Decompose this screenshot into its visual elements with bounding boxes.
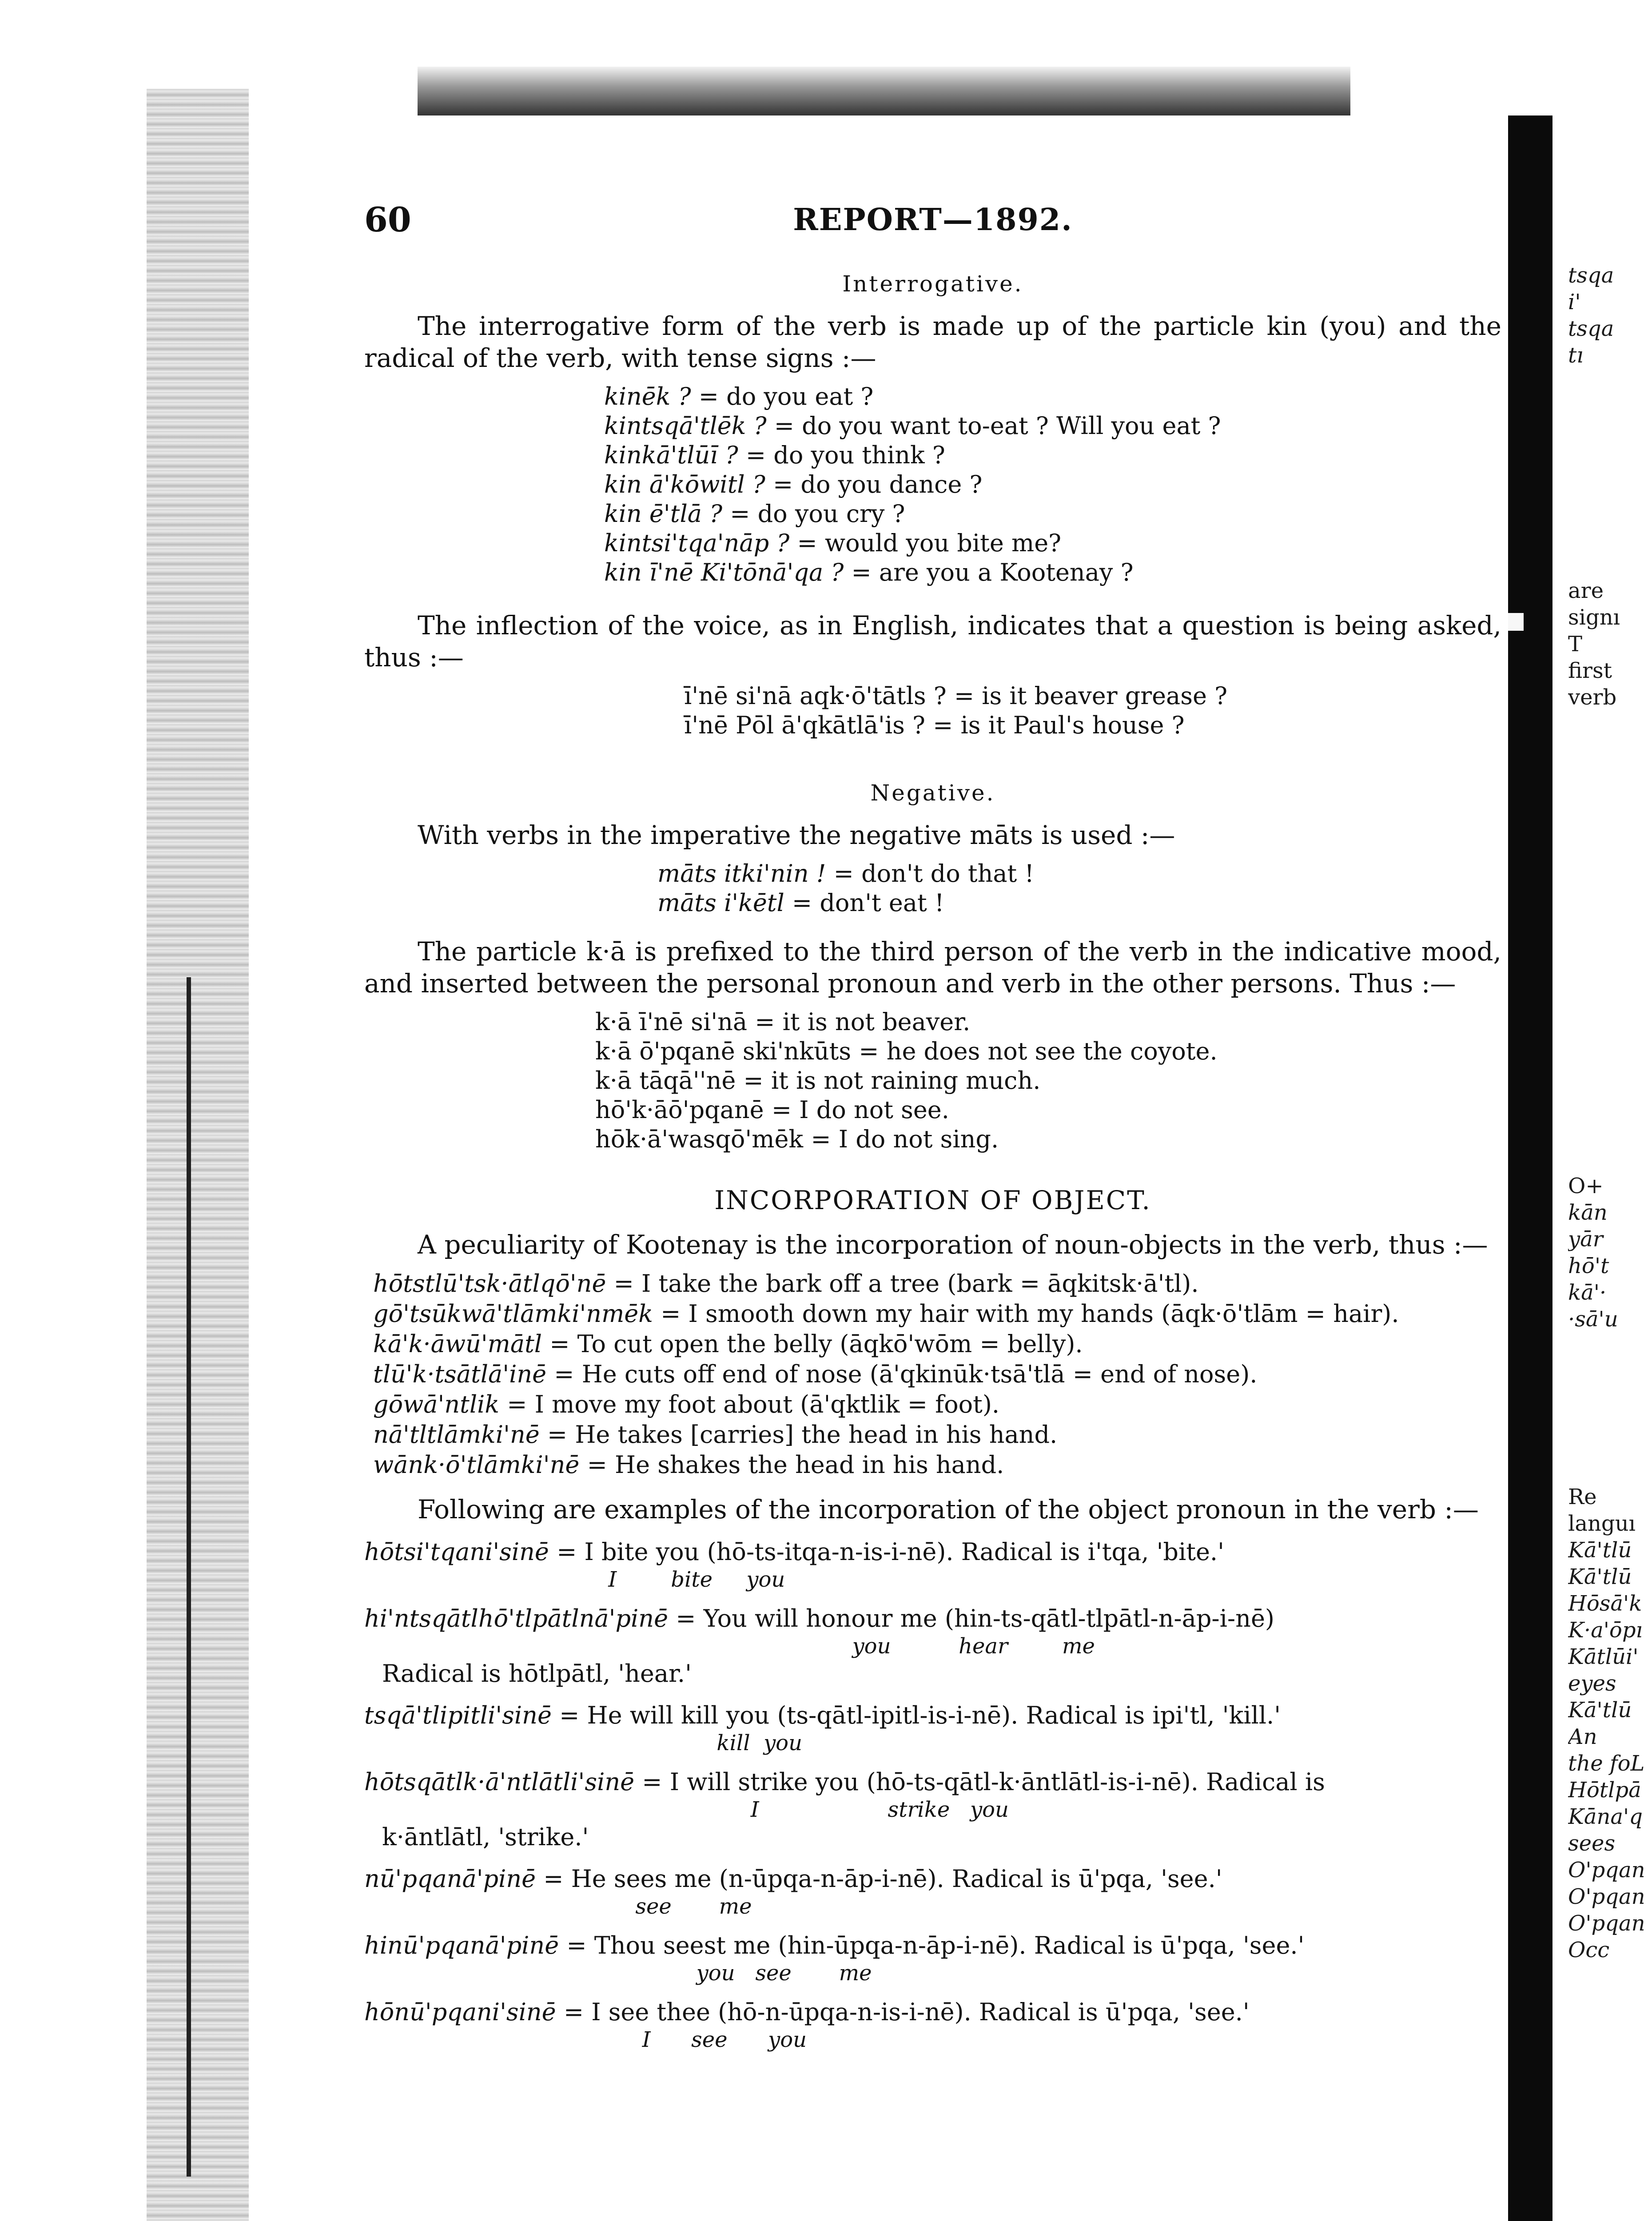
translation: = is it Paul's house ? — [933, 711, 1185, 739]
native-term: k·ā tāqā''nē — [595, 1067, 736, 1095]
translation: = I move my foot about (ā'qktlik = foot). — [507, 1390, 1000, 1418]
scan-left-gutter — [147, 89, 249, 2221]
native-term: gō'tsūkwā'tlāmki'nmēk — [373, 1300, 653, 1328]
native-term: kā'k·āwū'mātl — [373, 1330, 542, 1358]
pronoun-example — [364, 1930, 1501, 1986]
example-list-pronoun — [364, 1537, 1501, 2052]
example-line — [604, 382, 1501, 411]
example-line — [364, 1864, 1501, 1894]
margin-fragment: T — [1568, 632, 1583, 657]
native-term: hō'k·āō'pqanē — [595, 1096, 764, 1124]
margin-fragment: Re — [1568, 1485, 1597, 1509]
native-term: kintsi'tqa'nāp ? — [604, 529, 790, 557]
example-line — [595, 1095, 1501, 1125]
translation: = Thou seest me (hin-ūpqa-n-āp-i-nē). Radical is ū'pqa, 'see.' — [566, 1931, 1305, 1959]
interlinear-gloss: I see you — [364, 2027, 807, 2052]
scan-binding-bar — [1508, 115, 1552, 2221]
example-line — [373, 1269, 1501, 1299]
example-line — [373, 1359, 1501, 1389]
radical-note: Radical is hōtlpātl, 'hear.' — [382, 1660, 692, 1688]
margin-fragment: O'pqan — [1568, 1858, 1645, 1883]
right-margin-fragments-bottom — [1568, 1484, 1652, 1963]
translation: = I do not see. — [771, 1096, 949, 1124]
native-term: hōtstlū'tsk·ātlqō'nē — [373, 1270, 606, 1298]
translation: = I see thee (hō-n-ūpqa-n-is-i-nē). Radical is ū'pqa, 'see.' — [563, 1998, 1250, 2026]
example-line — [595, 1066, 1501, 1095]
example-line — [604, 411, 1501, 441]
margin-fragment: Kātlūi' — [1568, 1644, 1639, 1669]
margin-fragment: Kā'tlū — [1568, 1538, 1632, 1563]
example-line — [364, 1537, 1501, 1567]
native-term: kin ā'kōwitl ? — [604, 470, 765, 498]
margin-fragment: Hōtlpā — [1568, 1778, 1641, 1803]
pronoun-example — [364, 1604, 1501, 1689]
margin-fragment: tsqa — [1568, 263, 1614, 288]
translation: = He will kill you (ts-qātl-ipitl-is-i-nē). Radical is ipi'tl, 'kill.' — [559, 1701, 1281, 1729]
section-heading-negative: Negative. — [870, 780, 995, 806]
translation: = I do not sing. — [811, 1125, 999, 1153]
margin-fragment: kā'· — [1568, 1280, 1607, 1305]
example-list-interrogative — [604, 382, 1501, 587]
native-term: hōnū'pqani'sinē — [364, 1998, 556, 2026]
right-margin-fragments-low — [1568, 1173, 1652, 1333]
interlinear-gloss: I strike you — [364, 1797, 1009, 1822]
margin-fragment: O'pqan — [1568, 1911, 1645, 1936]
paragraph-interrogative-intro: The interrogative form of the verb is made up of the particle kin (you) and the radical of the verb, with tense signs :— — [364, 311, 1501, 373]
native-term: ī'nē Pōl ā'qkātlā'is ? — [684, 711, 925, 739]
native-term: hōtsqātlk·ā'ntlātli'sinē — [364, 1768, 635, 1796]
example-line — [684, 711, 1501, 740]
example-line — [364, 1604, 1501, 1634]
margin-fragment: yār — [1568, 1227, 1603, 1252]
translation: = do you eat ? — [698, 382, 874, 410]
native-term: hi'ntsqātlhō'tlpātlnā'pinē — [364, 1604, 669, 1632]
native-term: nā'tltlāmki'nē — [373, 1421, 540, 1449]
header-title: REPORT—1892. — [793, 202, 1073, 238]
interlinear-gloss: you see me — [364, 1961, 872, 1986]
margin-fragment: sees — [1568, 1831, 1616, 1856]
scan-spine-line — [187, 977, 191, 2177]
native-term: māts itki'nin ! — [657, 860, 826, 888]
radical-note: k·āntlātl, 'strike.' — [382, 1823, 589, 1851]
margin-fragment: hō't — [1568, 1254, 1609, 1278]
interlinear-gloss: see me — [364, 1894, 752, 1919]
translation: = would you bite me? — [797, 529, 1062, 557]
example-line — [373, 1450, 1501, 1480]
right-margin-fragments-mid — [1568, 577, 1652, 711]
native-term: ī'nē si'nā aqk·ō'tātls ? — [684, 682, 947, 710]
translation: = he does not see the coyote. — [859, 1037, 1218, 1065]
example-line — [373, 1299, 1501, 1329]
page-number: 60 — [364, 200, 411, 239]
native-term: k·ā ī'nē si'nā — [595, 1008, 748, 1036]
translation: = I bite you (hō-ts-itqa-n-is-i-nē). Radical is i'tqa, 'bite.' — [557, 1538, 1224, 1566]
native-term: gōwā'ntlik — [373, 1390, 500, 1418]
margin-fragment: Kā'tlū — [1568, 1564, 1632, 1589]
example-line — [364, 1767, 1501, 1797]
native-term: kinkā'tlūī ? — [604, 441, 738, 469]
example-line — [373, 1389, 1501, 1420]
margin-fragment: O+ — [1568, 1174, 1604, 1198]
example-line — [373, 1420, 1501, 1450]
native-term: wānk·ō'tlāmki'nē — [373, 1451, 580, 1479]
translation: = do you think ? — [745, 441, 945, 469]
translation: = He shakes the head in his hand. — [587, 1451, 1004, 1479]
example-line — [364, 1930, 1501, 1961]
margin-fragment: are — [1568, 578, 1604, 603]
margin-fragment: languı — [1568, 1511, 1636, 1536]
margin-fragment: tı — [1568, 343, 1584, 368]
native-term: hōk·ā'wasqō'mēk — [595, 1125, 804, 1153]
native-term: kin ē'tlā ? — [604, 500, 723, 528]
page-body — [364, 191, 1501, 2221]
margin-fragment: i' — [1568, 290, 1581, 314]
paragraph-particle: The particle k·ā is prefixed to the third person of the verb in the indicative mood, and inserted between the personal pronoun and verb in the other persons. Thus :— — [364, 936, 1501, 999]
translation: = You will honour me (hin-ts-qātl-tlpātl-n-āp-i-nē) — [676, 1604, 1274, 1632]
paragraph-inflection: The inflection of the voice, as in English, indicates that a question is being asked, thus :— — [364, 610, 1501, 673]
native-term: hinū'pqanā'pinē — [364, 1931, 559, 1959]
example-line — [364, 1997, 1501, 2027]
right-margin-fragments-top — [1568, 262, 1652, 369]
example-line — [604, 470, 1501, 499]
native-term: kinēk ? — [604, 382, 691, 410]
example-list-particle — [595, 1007, 1501, 1154]
margin-fragment: verb — [1568, 685, 1617, 710]
pronoun-example — [364, 1700, 1501, 1755]
translation: = To cut open the belly (āqkō'wōm = belly). — [549, 1330, 1083, 1358]
example-list-inflection — [684, 681, 1501, 740]
pronoun-example — [364, 1997, 1501, 2052]
paragraph-negative-intro: With verbs in the imperative the negative māts is used :— — [418, 820, 1175, 850]
margin-fragment: Occ — [1568, 1938, 1610, 1962]
example-list-negative — [657, 859, 1501, 918]
example-list-incorporation — [373, 1269, 1501, 1480]
translation: = do you want to-eat ? Will you eat ? — [774, 412, 1221, 440]
translation: = is it beaver grease ? — [954, 682, 1228, 710]
native-term: tlū'k·tsātlā'inē — [373, 1360, 547, 1388]
example-line — [595, 1125, 1501, 1154]
margin-fragment: O'pqan — [1568, 1884, 1645, 1909]
scan-top-edge — [418, 67, 1350, 115]
example-line — [364, 1700, 1501, 1731]
translation: = don't eat ! — [792, 889, 944, 917]
margin-fragment: first — [1568, 658, 1612, 683]
native-term: hōtsi'tqani'sinē — [364, 1538, 549, 1566]
paragraph-pronoun-intro: Following are examples of the incorporation of the object pronoun in the verb :— — [418, 1494, 1479, 1524]
example-line — [604, 499, 1501, 529]
example-line — [595, 1007, 1501, 1037]
margin-fragment: K·a'ōpı — [1568, 1618, 1643, 1643]
translation: = He takes [carries] the head in his hand. — [547, 1421, 1058, 1449]
interlinear-gloss: I bite you — [364, 1567, 785, 1592]
section-heading-incorporation: INCORPORATION OF OBJECT. — [714, 1185, 1151, 1215]
translation: = do you dance ? — [772, 470, 983, 498]
native-term: tsqā'tlipitli'sinē — [364, 1701, 552, 1729]
translation: = do you cry ? — [730, 500, 905, 528]
translation: = He cuts off end of nose (ā'qkinūk·tsā'tlā = end of nose). — [554, 1360, 1258, 1388]
running-header — [364, 191, 1501, 244]
translation: = it is not beaver. — [755, 1008, 971, 1036]
translation: = don't do that ! — [833, 860, 1035, 888]
example-line — [373, 1329, 1501, 1359]
margin-fragment: ·sā'u — [1568, 1307, 1618, 1332]
margin-fragment: the foL — [1568, 1751, 1645, 1776]
native-term: kintsqā'tlēk ? — [604, 412, 767, 440]
pronoun-example — [364, 1864, 1501, 1919]
margin-fragment: Hōsā'k — [1568, 1591, 1642, 1616]
interlinear-gloss: you hear me — [364, 1634, 1095, 1659]
example-line — [595, 1037, 1501, 1066]
native-term: māts i'kētl — [657, 889, 784, 917]
translation: = He sees me (n-ūpqa-n-āp-i-nē). Radical is ū'pqa, 'see.' — [543, 1865, 1222, 1893]
margin-fragment: eyes — [1568, 1671, 1616, 1696]
interlinear-gloss: kill you — [364, 1731, 802, 1755]
example-line — [604, 529, 1501, 558]
example-line — [657, 888, 1501, 918]
example-line — [604, 558, 1501, 587]
margin-fragment: kān — [1568, 1200, 1608, 1225]
margin-fragment: tsqa — [1568, 316, 1614, 341]
paragraph-incorporation-intro: A peculiarity of Kootenay is the incorporation of noun-objects in the verb, thus :— — [418, 1230, 1488, 1260]
margin-fragment: Kā'tlū — [1568, 1698, 1632, 1723]
scan-margin-mark — [1508, 613, 1524, 631]
margin-fragment: Kāna'q — [1568, 1804, 1643, 1829]
translation: = I smooth down my hair with my hands (āqk·ō'tlām = hair). — [661, 1300, 1399, 1328]
native-term: k·ā ō'pqanē ski'nkūts — [595, 1037, 852, 1065]
example-line — [604, 441, 1501, 470]
section-heading-interrogative: Interrogative. — [842, 271, 1023, 297]
translation: = I take the bark off a tree (bark = āqkitsk·ā'tl). — [613, 1270, 1199, 1298]
pronoun-example — [364, 1767, 1501, 1852]
margin-fragment: signı — [1568, 605, 1620, 630]
translation: = are you a Kootenay ? — [851, 558, 1134, 586]
translation: = it is not raining much. — [743, 1067, 1041, 1095]
translation: = I will strike you (hō-ts-qātl-k·āntlātl-is-i-nē). Radical is — [642, 1768, 1325, 1796]
example-line — [657, 859, 1501, 888]
margin-fragment: An — [1568, 1724, 1597, 1749]
pronoun-example — [364, 1537, 1501, 1592]
native-term: kin ī'nē Ki'tōnā'qa ? — [604, 558, 844, 586]
example-line — [684, 681, 1501, 711]
native-term: nū'pqanā'pinē — [364, 1865, 536, 1893]
